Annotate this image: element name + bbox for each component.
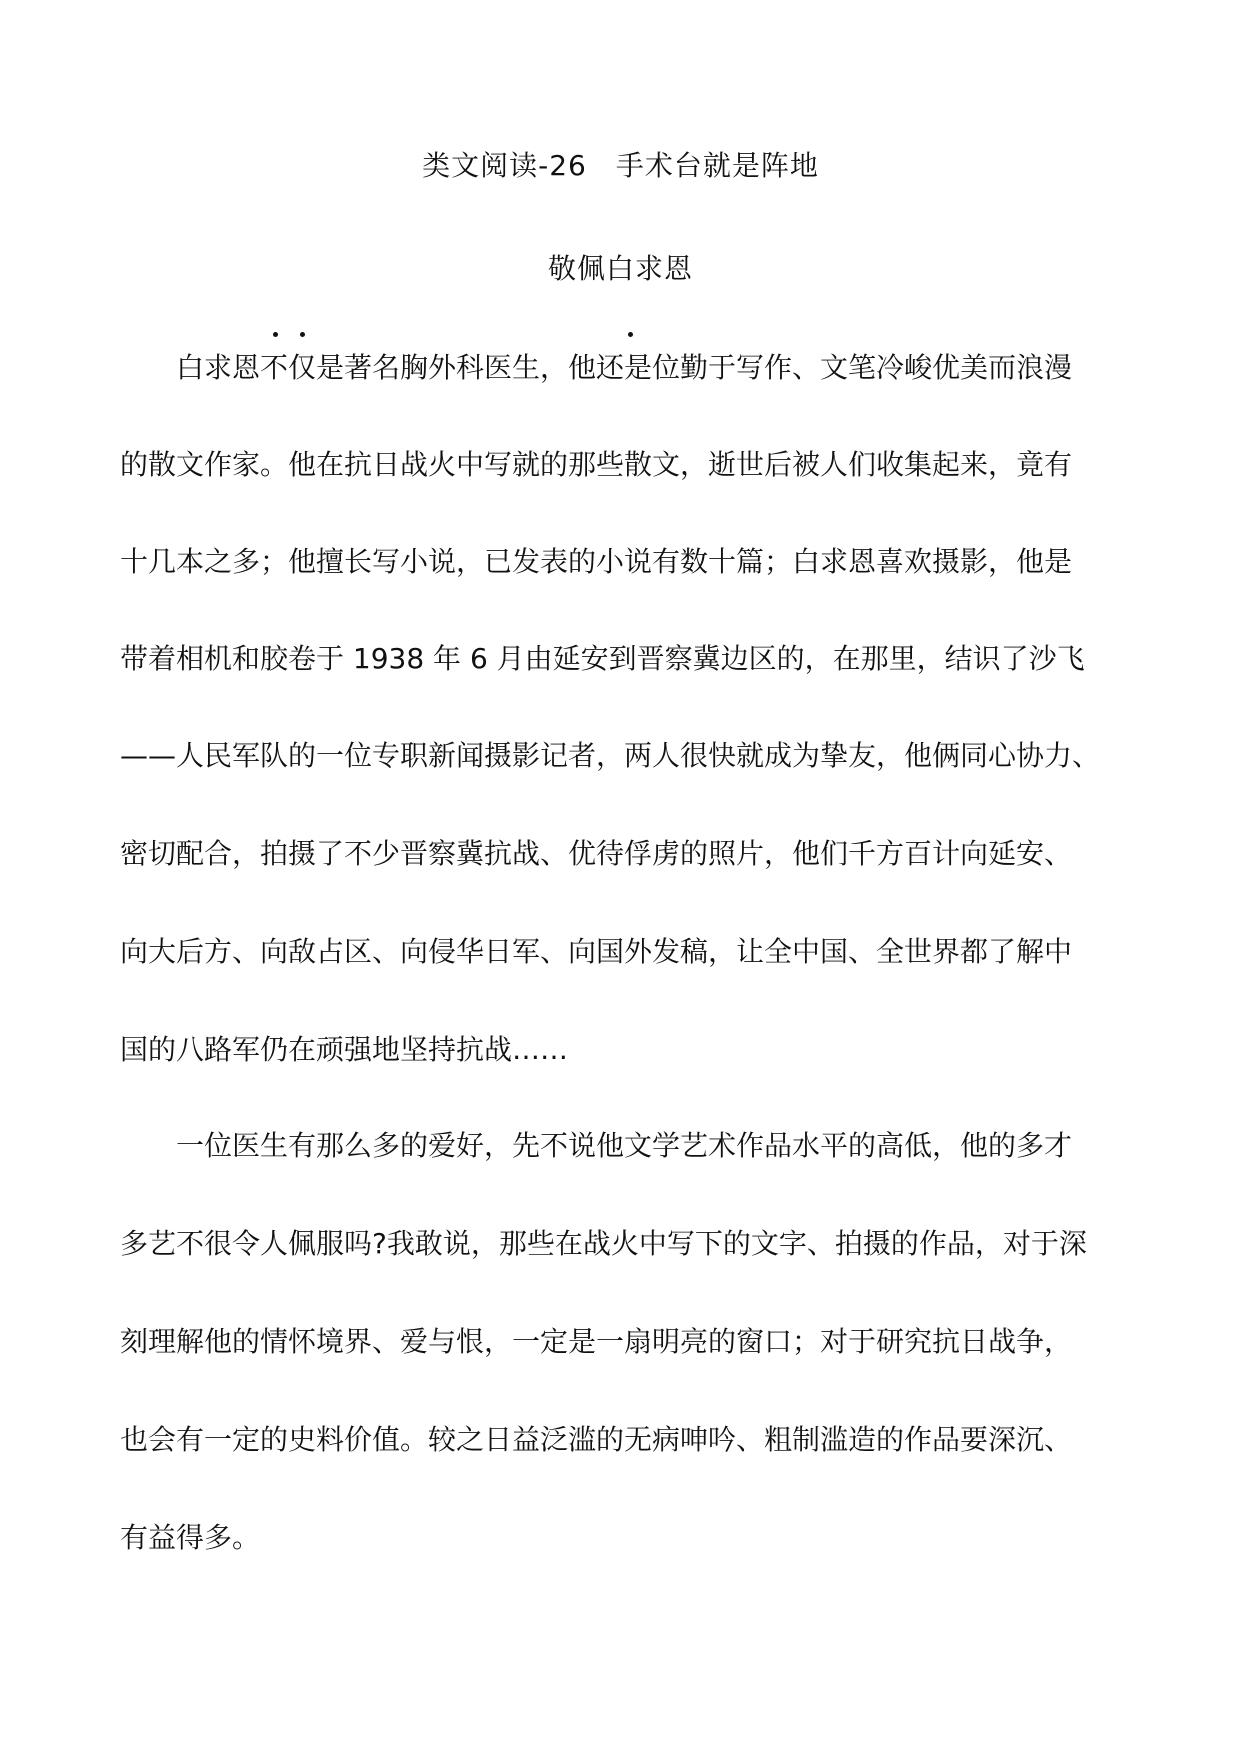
paragraph-1-line-3: 十几本之多；他擅长写小说，已发表的小说有数十篇；白求恩喜欢摄影，他是	[120, 545, 1073, 578]
emphasis-dot	[628, 332, 633, 337]
paragraph-2-line-3: 刻理解他的情怀境界、爱与恨，一定是一扇明亮的窗口；对于研究抗日战争，	[120, 1325, 1073, 1358]
emphasis-dot	[300, 332, 305, 337]
paragraph-1-line-7: 向大后方、向敌占区、向侵华日军、向国外发稿，让全中国、全世界都了解中	[120, 935, 1073, 968]
paragraph-2-line-2: 多艺不很令人佩服吗?我敢说，那些在战火中写下的文字、拍摄的作品，对于深	[120, 1227, 1087, 1260]
paragraph-1-line-6: 密切配合，拍摄了不少晋察冀抗战、优待俘虏的照片，他们千方百计向延安、	[120, 837, 1073, 870]
document-title: 类文阅读-26 手术台就是阵地	[422, 149, 819, 182]
paragraph-2-line-5: 有益得多。	[120, 1521, 261, 1554]
paragraph-1-line-2: 的散文作家。他在抗日战火中写就的那些散文，逝世后被人们收集起来，竟有	[120, 448, 1073, 481]
paragraph-2-line-1: 一位医生有那么多的爱好，先不说他文学艺术作品水平的高低，他的多才	[176, 1129, 1073, 1162]
paragraph-1-line-5: ——人民军队的一位专职新闻摄影记者，两人很快就成为挚友，他俩同心协力、	[120, 739, 1101, 772]
document-subtitle: 敬佩白求恩	[547, 252, 693, 285]
paragraph-1-line-1: 白求恩不仅是著名胸外科医生，他还是位勤于写作、文笔冷峻优美而浪漫	[176, 351, 1073, 384]
paragraph-2-line-4: 也会有一定的史料价值。较之日益泛滥的无病呻吟、粗制滥造的作品要深沉、	[120, 1423, 1073, 1456]
paragraph-1-line-8: 国的八路军仍在顽强地坚持抗战……	[120, 1033, 569, 1066]
paragraph-1-line-4: 带着相机和胶卷于 1938 年 6 月由延安到晋察冀边区的，在那里，结识了沙飞	[120, 642, 1085, 675]
emphasis-dot	[273, 332, 278, 337]
